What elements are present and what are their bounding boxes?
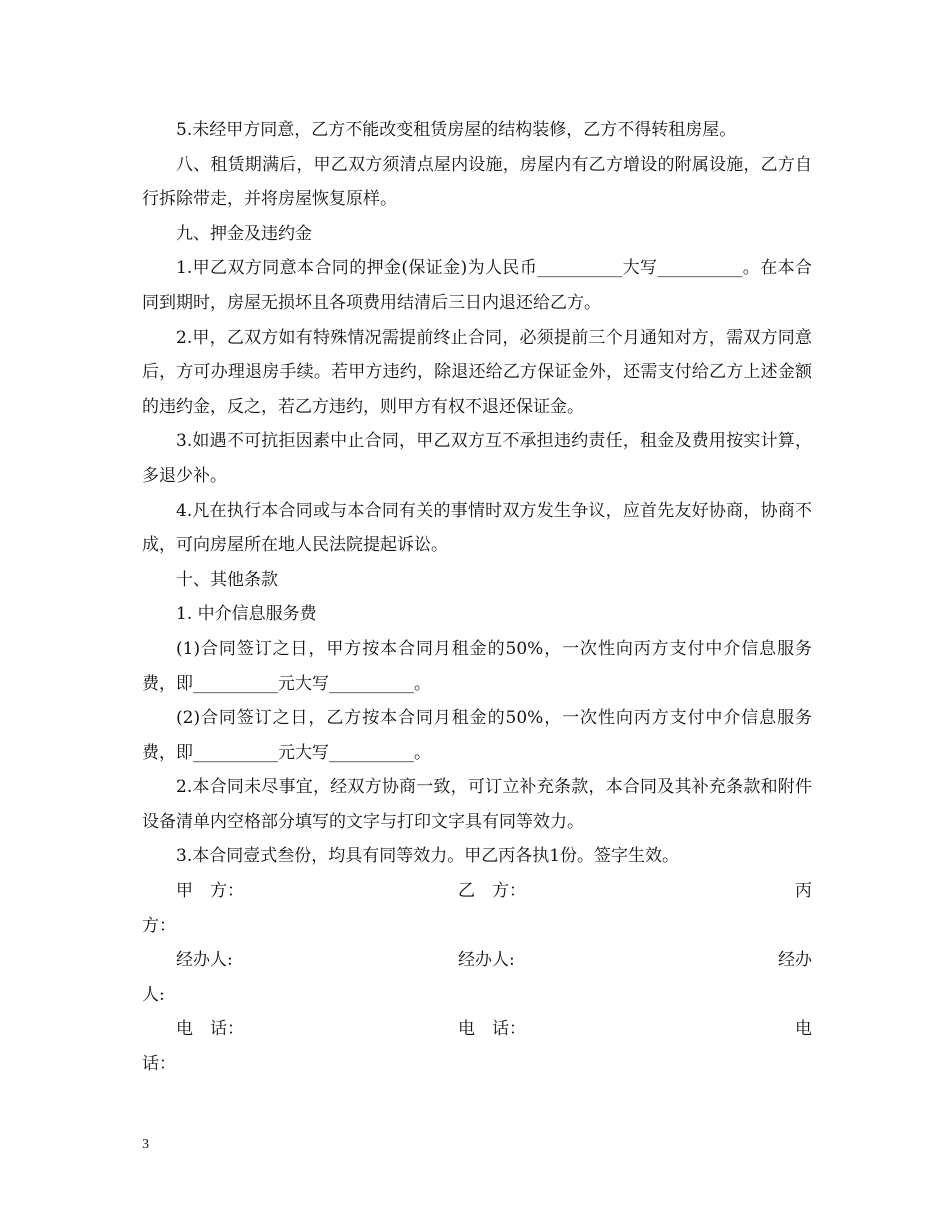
party-a-agent-label: 经办人: [176,950,233,971]
clause-10-3-copies: 3.本合同壹式叁份，均具有同等效力。甲乙丙各执1份。签字生效。 [176,846,680,867]
party-b-agent-label: 经办人: [458,950,515,971]
page-number: 3 [142,1137,149,1152]
clause-9-2-early-termination: 2.甲，乙双方如有特殊情况需提前终止合同，必须提前三个月通知对方，需双方同意后，方可办理退房手续。若甲方违约，除退还给乙方保证金外，还需支付给乙方上述金额的违约金，反之，若乙方违约，则甲方有权不退还保证金。 [142,327,812,417]
party-c-label: 丙 [795,881,812,902]
party-b-label: 乙 方： [458,881,526,902]
party-b-phone-label: 电 话： [458,1019,526,1040]
document-body [142,113,812,1081]
signature-row-phone [142,1012,812,1081]
party-c-label-wrap: 方： [142,915,176,936]
party-c-phone-label: 电 [795,1019,812,1040]
party-c-agent-label-wrap: 人: [142,984,165,1005]
clause-10-1-agency-fee: 1. 中介信息服务费 [176,604,317,625]
clause-10-1-2-party-b-fee: (2)合同签订之日，乙方按本合同月租金的50%，一次性向丙方支付中介信息服务费，即__________元大写__________。 [142,708,812,763]
signature-row-party [142,874,812,943]
party-a-phone-label: 电 话： [176,1019,244,1040]
section-10-heading: 十、其他条款 [176,569,278,590]
party-a-label: 甲 方： [176,881,244,902]
party-c-phone-label-wrap: 话： [142,1053,176,1074]
clause-9-3-force-majeure: 3.如遇不可抗拒因素中止合同，甲乙双方互不承担违约责任，租金及费用按实计算，多退少补。 [142,431,812,486]
signature-row-agent [142,943,812,1012]
party-c-agent-label: 经办 [778,950,812,971]
clause-9-4-dispute: 4.凡在执行本合同或与本合同有关的事情时双方发生争议，应首先友好协商，协商不成，可向房屋所在地人民法院提起诉讼。 [142,500,812,556]
section-8-lease-expiry: 八、租赁期满后，甲乙双方须清点屋内设施，房屋内有乙方增设的附属设施，乙方自行拆除带走，并将房屋恢复原样。 [142,154,812,210]
clause-5-no-modification: 5.未经甲方同意，乙方不能改变租赁房屋的结构装修，乙方不得转租房屋。 [176,120,737,140]
clause-9-1-deposit: 1.甲乙双方同意本合同的押金(保证金)为人民币__________大写__________。在本合同到期时，房屋无损坏且各项费用结清后三日内退还给乙方。 [142,258,812,313]
clause-10-2-supplementary: 2.本合同未尽事宜，经双方协商一致，可订立补充条款，本合同及其补充条款和附件设备清单内空格部分填写的文字与打印文字具有同等效力。 [142,777,812,832]
clause-10-1-1-party-a-fee: (1)合同签订之日，甲方按本合同月租金的50%，一次性向丙方支付中介信息服务费，即__________元大写__________。 [142,638,812,694]
section-9-heading: 九、押金及违约金 [176,223,312,244]
